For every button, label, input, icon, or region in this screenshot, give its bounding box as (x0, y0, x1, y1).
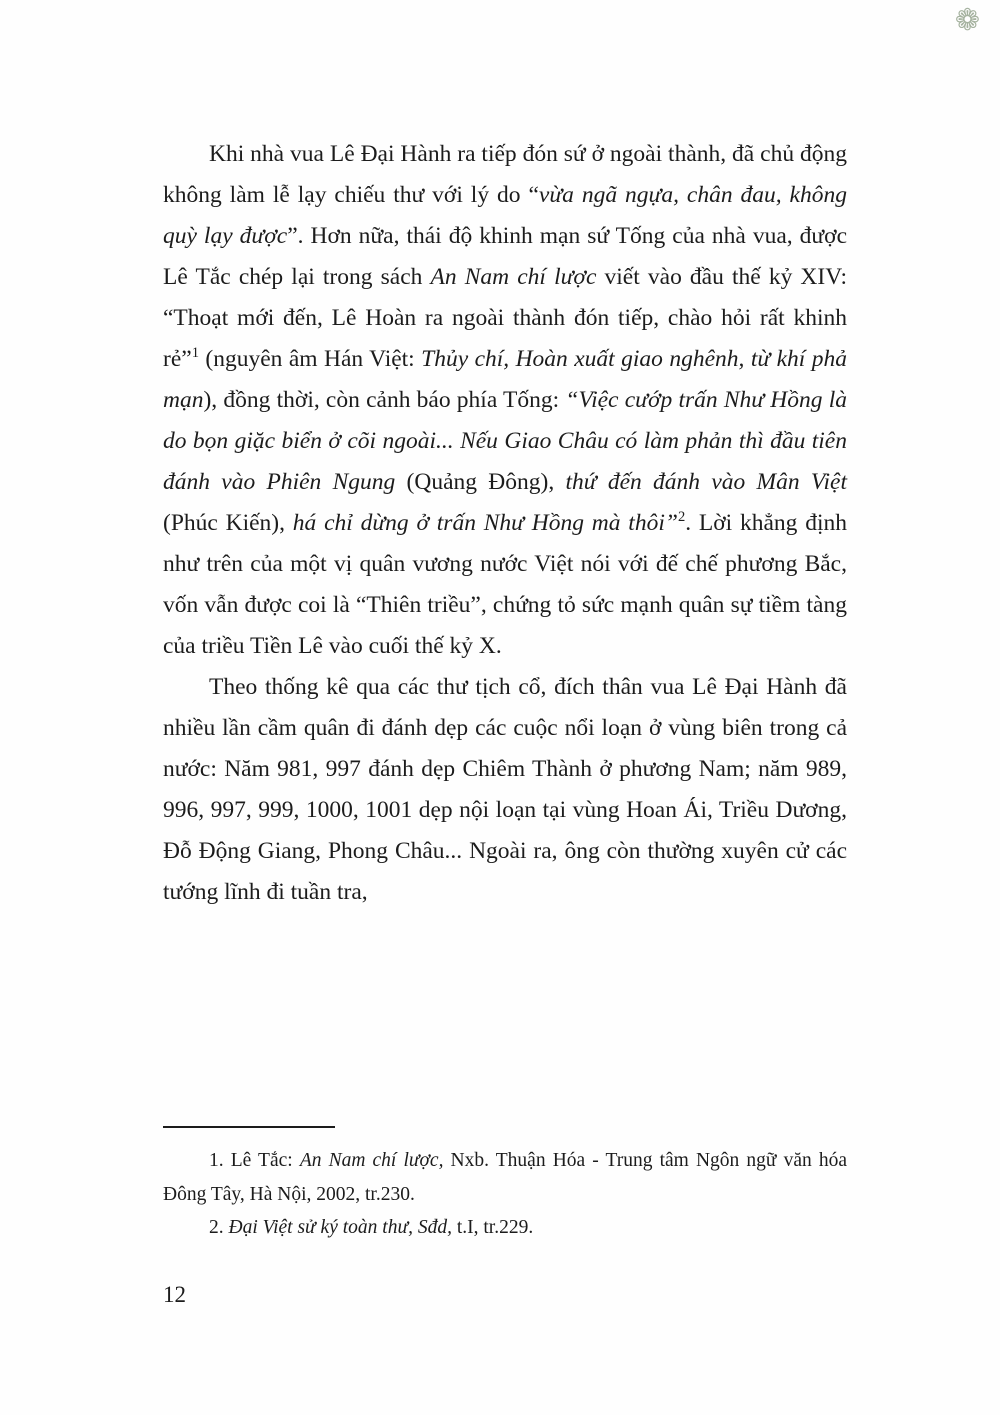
page-body (163, 134, 847, 913)
paragraph: Khi nhà vua Lê Đại Hành ra tiếp đón sứ ở ngoài thành, đã chủ động không làm lễ lạy chiếu thư với lý do “vừa ngã ngựa, chân đau, không quỳ lạy được”. Hơn nữa, thái độ khinh mạn sứ Tống của nhà vua, được Lê Tắc chép lại trong sách An Nam chí lược viết vào đầu thế kỷ XIV: “Thoạt mới đến, Lê Hoàn ra ngoài thành đón tiếp, chào hỏi rất khinh rẻ”$^1$ (nguyên âm Hán Việt: Thủy chí, Hoàn xuất giao nghênh, từ khí phả mạn), đồng thời, còn cảnh báo phía Tống: “Việc cướp trấn Như Hồng là do bọn giặc biển ở cõi ngoài... Nếu Giao Châu có làm phản thì đầu tiên đánh vào Phiên Ngung (Quảng Đông), thứ đến đánh vào Mân Việt (Phúc Kiến), há chỉ dừng ở trấn Như Hồng mà thôi”$^2$. Lời khẳng định như trên của một vị quân vương nước Việt nói với đế chế phương Bắc, vốn vẫn được coi là “Thiên triều”, chứng tỏ sức mạnh quân sự tiềm tàng của triều Tiền Lê vào cuối thế kỷ X. (163, 141, 848, 659)
footnote: 1. Lê Tắc: An Nam chí lược, Nxb. Thuận Hóa - Trung tâm Ngôn ngữ văn hóa Đông Tây, Hà Nội, 2002, tr.230. (163, 1150, 847, 1205)
footnotes-section (163, 1126, 847, 1245)
page-number: 12 (163, 1282, 186, 1307)
paragraph: Theo thống kê qua các thư tịch cổ, đích thân vua Lê Đại Hành đã nhiều lần cầm quân đi đánh dẹp các cuộc nổi loạn ở vùng biên trong cả nước: Năm 981, 997 đánh dẹp Chiêm Thành ở phương Nam; năm 989, 996, 997, 999, 1000, 1001 dẹp nội loạn tại vùng Hoan Ái, Triều Dương, Đỗ Động Giang, Phong Châu... Ngoài ra, ông còn thường xuyên cử các tướng lĩnh đi tuần tra, (163, 674, 847, 905)
flower-icon: ❁ (954, 4, 980, 37)
footnote: 2. Đại Việt sử ký toàn thư, Sđd, t.I, tr.229. (209, 1217, 534, 1238)
footnote-separator (163, 1126, 335, 1128)
